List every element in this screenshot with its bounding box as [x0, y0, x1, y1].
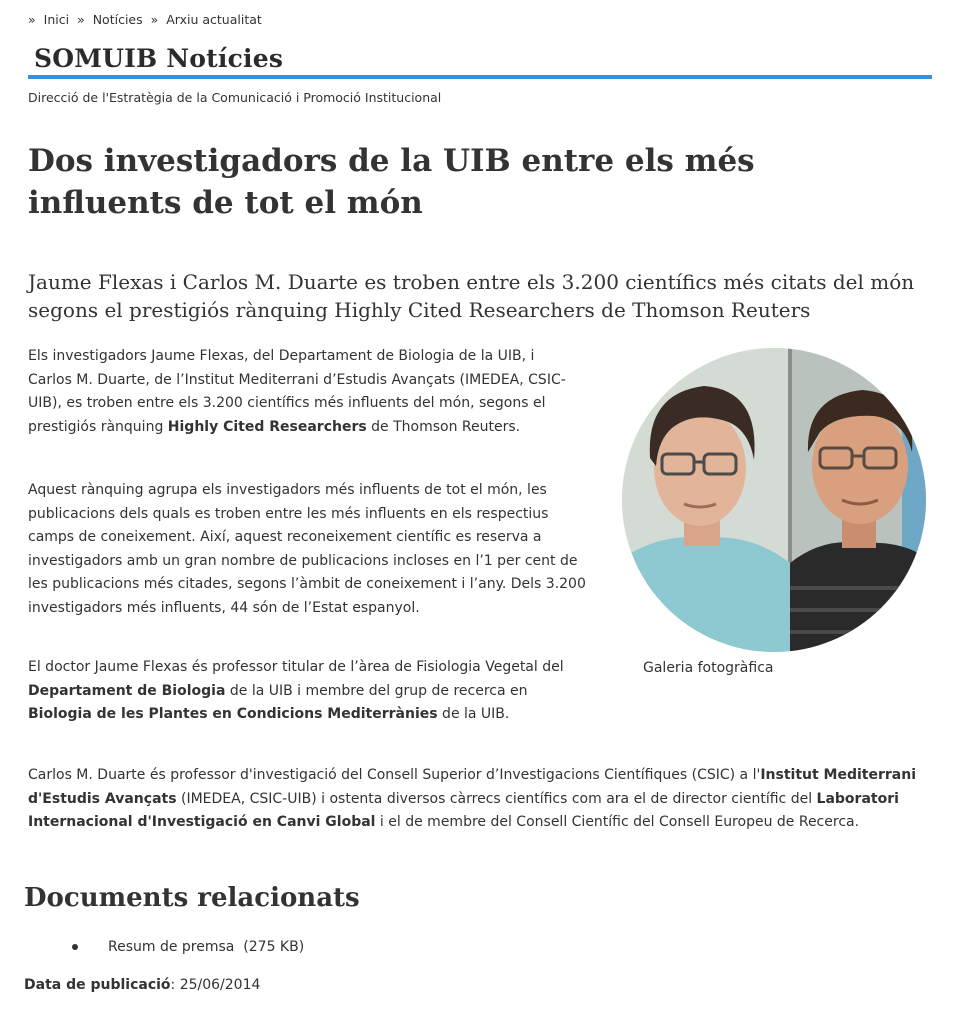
publication-date-value: : 25/06/2014 [170, 977, 261, 993]
press-summary-link[interactable]: Resum de premsa [108, 939, 235, 955]
breadcrumb-separator: » [77, 12, 85, 27]
site-title[interactable]: SOMUIB Notícies [34, 44, 284, 73]
paragraph-text: de Thomson Reuters. [366, 418, 521, 435]
laboratory-link[interactable]: Laboratori Internacional d'Investigació en Canvi Global [28, 790, 899, 830]
related-documents-heading: Documents relacionats [24, 883, 360, 913]
researchers-photo-illustration [622, 348, 926, 652]
paragraph-text: Els investigadors Jaume Flexas, del Departament de Biologia de la UIB, i Carlos M. Duarte, de l’Institut Mediterrani d’Estudis Avançats (IMEDEA, CSIC-UIB), es troben entre els 3.200 científics més influents del món, segons el prestigiós rànquing [28, 348, 566, 435]
research-group-link[interactable]: Biologia de les Plantes en Condicions Mediterrànies [28, 706, 438, 722]
article-paragraph-3 [28, 656, 588, 727]
researchers-photo[interactable] [622, 348, 926, 652]
paragraph-text: El doctor Jaume Flexas és professor titular de l’àrea de Fisiologia Vegetal del [28, 659, 564, 675]
publication-date-label: Data de publicació [24, 977, 171, 993]
article-paragraph-2: Aquest rànquing agrupa els investigadors més influents de tot el món, les publicacions dels quals es troben entre les més influents en els respectius camps de coneixement. Així, aquest reconeixement científic es reserva a investigadors amb un gran nombre de publicacions incloses en l’1 per cent de les publicacions més citades, segons l’àmbit de coneixement i l’any. Dels 3.200 investigadors més influents, 44 són de l’Estat espanyol. [28, 482, 586, 616]
breadcrumb-separator: » [28, 12, 36, 27]
bullet-icon [72, 944, 78, 950]
organization-subtitle: Direcció de l'Estratègia de la Comunicació i Promoció Institucional [28, 90, 442, 105]
ranking-name: Highly Cited Researchers [167, 418, 367, 435]
article-paragraph-4 [28, 764, 928, 835]
paragraph-text: de la UIB i membre del grup de recerca en [225, 682, 528, 699]
title-divider [28, 75, 932, 79]
paragraph-text: de la UIB. [437, 706, 510, 722]
article-paragraph-1 [28, 345, 568, 439]
publication-date [24, 977, 260, 993]
breadcrumb-current: Arxiu actualitat [166, 12, 262, 27]
breadcrumb-link-news[interactable]: Notícies [92, 12, 143, 27]
article-headline: Dos investigadors de la UIB entre els més influents de tot el món [28, 143, 755, 221]
institute-link[interactable]: Institut Mediterrani d'Estudis Avançats [28, 767, 917, 807]
department-link[interactable]: Departament de Biologia [28, 682, 226, 699]
article-lead: Jaume Flexas i Carlos M. Duarte es troben entre els 3.200 científics més citats del món segons el prestigiós rànquing Highly Cited Researchers de Thomson Reuters [28, 270, 915, 322]
photo-gallery-link[interactable]: Galeria fotogràfica [643, 660, 774, 676]
breadcrumb-link-home[interactable]: Inici [43, 12, 70, 27]
paragraph-text: i el de membre del Consell Científic del Consell Europeu de Recerca. [375, 814, 860, 830]
paragraph-text: (IMEDEA, CSIC-UIB) i ostenta diversos càrrecs científics com ara el de director científic del [176, 790, 817, 807]
file-size: (275 KB) [243, 939, 305, 955]
breadcrumb-separator: » [150, 12, 159, 27]
paragraph-text: Carlos M. Duarte és professor d'investigació del Consell Superior d’Investigacions Científiques (CSIC) a l' [28, 767, 761, 783]
list-item [72, 939, 304, 955]
breadcrumb [28, 12, 266, 27]
